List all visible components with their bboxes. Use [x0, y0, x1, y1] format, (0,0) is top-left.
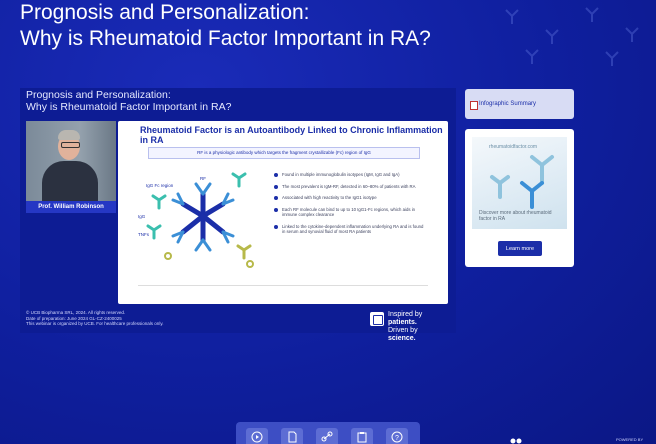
promo-text: Discover more about rheumatoid factor in RA — [479, 210, 552, 222]
label-tnfs: TNFs — [138, 232, 149, 237]
label-igg: IgG — [138, 214, 146, 219]
brand-tagline: Inspired by patients. Driven by science. — [388, 311, 423, 342]
video-player[interactable] — [20, 88, 456, 342]
pdf-icon — [470, 101, 478, 110]
svg-text:?: ? — [395, 435, 399, 442]
promo-url: rheumatoidfactor.com — [489, 144, 538, 150]
infographic-summary-label: Infographic Summary — [479, 101, 537, 107]
slide-bullets — [274, 172, 424, 241]
footer-line2: Date of preparation: June 2024 GL-CZ-2400025 — [26, 315, 122, 321]
bottom-toolbar — [236, 422, 420, 444]
footer-line3: This webinar is organized by UCB. For healthcare professionals only. — [26, 321, 164, 326]
page-title-line1: Prognosis and Personalization: — [20, 1, 310, 24]
bullet-item: Associated with high reactivity to the IgG1 isotype — [274, 195, 424, 201]
ucb-brand — [370, 310, 452, 342]
player-title-line1: Prognosis and Personalization: — [26, 89, 171, 101]
speaker-webcam — [26, 121, 116, 201]
player-title — [26, 89, 231, 113]
bullet-item: Each RF molecule can bind to up to 10 IgG1-Fc regions, which aids in immune complex clearance — [274, 207, 424, 218]
ucb-logo-icon — [370, 312, 384, 326]
powered-by-label: POWERED BY — [616, 437, 644, 442]
play-icon[interactable] — [246, 428, 268, 444]
copyright-footer — [26, 310, 163, 327]
promo-card[interactable] — [465, 129, 574, 267]
presentation-slide — [118, 121, 448, 304]
learn-more-button[interactable]: Learn more — [498, 241, 542, 256]
antibody-diagram — [138, 166, 268, 276]
bullet-item: Found in multiple immunoglobulin isotypes (IgM, IgG and IgA) — [274, 172, 424, 178]
platform-logo-icon — [510, 438, 526, 444]
bullet-item: The most prevalent is IgM-RF, detected in 60–80% of patients with RA — [274, 184, 424, 190]
label-igg-fc: IgG Fc region — [146, 183, 174, 188]
slide-heading: Rheumatoid Factor is an Autoantibody Linked to Chronic Inflammation in RA — [140, 125, 443, 145]
label-rf: RF — [200, 176, 206, 181]
document-icon[interactable] — [281, 428, 303, 444]
infographic-summary-link[interactable] — [465, 89, 574, 119]
help-icon[interactable] — [386, 428, 408, 444]
link-icon[interactable] — [316, 428, 338, 444]
page-title — [20, 0, 540, 52]
page-title-line2: Why is Rheumatoid Factor Important in RA? — [20, 27, 431, 50]
clipboard-icon[interactable] — [351, 428, 373, 444]
footer-line1: © UCB Biopharma SRL, 2024. All rights reserved. — [26, 310, 126, 315]
speaker-name: Prof. William Robinson — [26, 201, 116, 213]
player-title-line2: Why is Rheumatoid Factor Important in RA? — [26, 101, 232, 113]
slide-references — [138, 285, 428, 298]
slide-subheading: RF is a physiologic antibody which targets the fragment crystallizable (Fc) region of IgG — [148, 147, 420, 159]
bullet-item: Linked to the cytokine-dependent inflammation underlying RA and is found in serum and synovial fluid of most RA patients — [274, 224, 424, 235]
